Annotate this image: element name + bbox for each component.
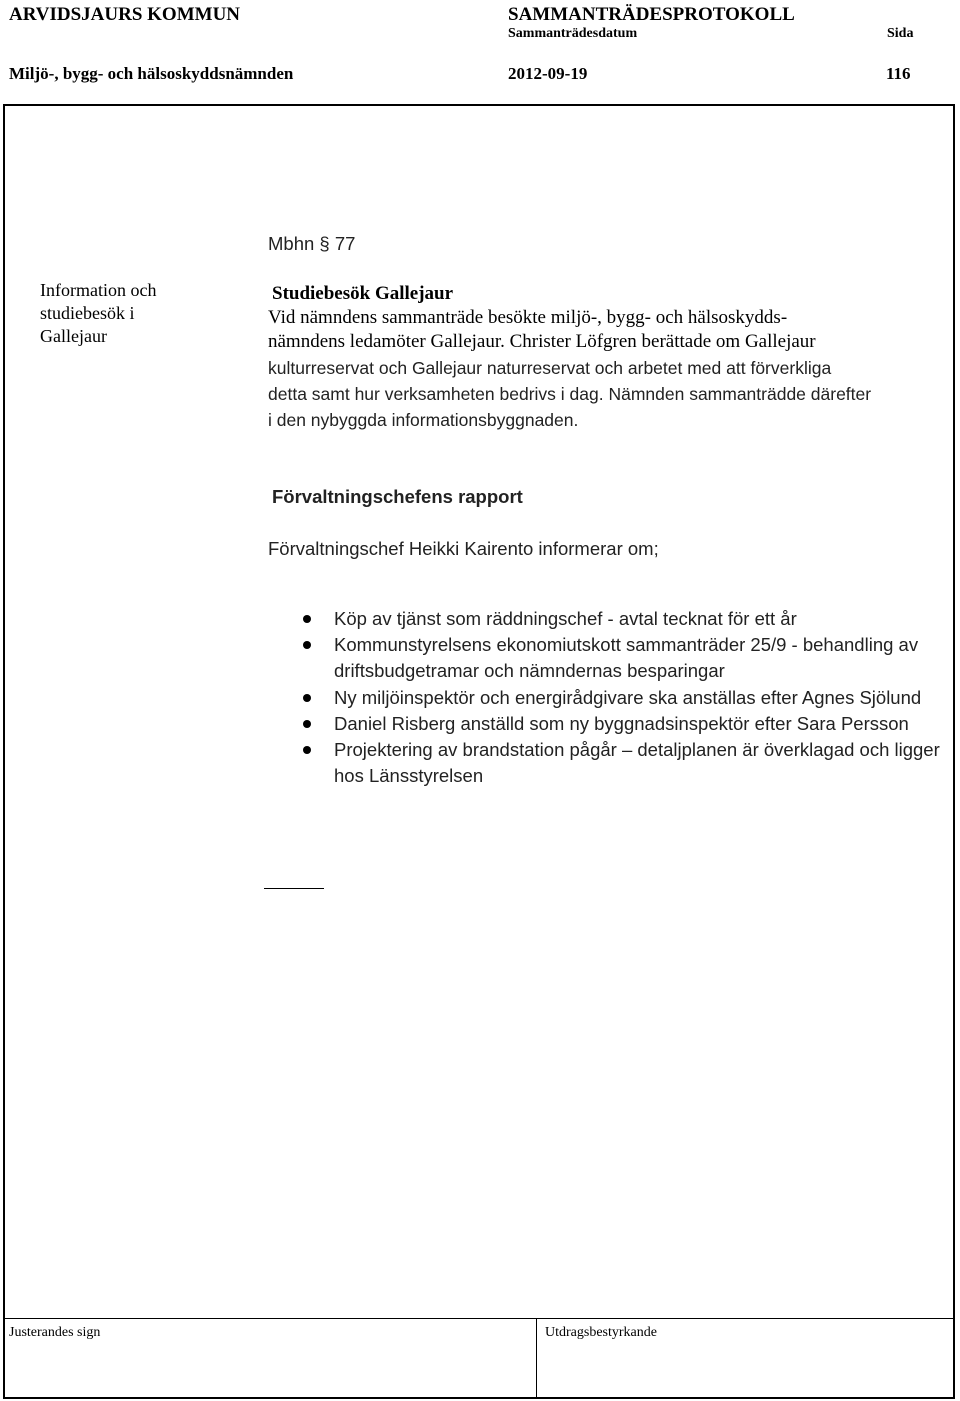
list-item [300, 711, 950, 737]
report-title: Förvaltningschefens rapport [272, 486, 523, 507]
report-intro: Förvaltningschef Heikki Kairento informerar om; [268, 538, 659, 559]
municipality-name: ARVIDSJAURS KOMMUN [9, 4, 241, 25]
visit-line: nämndens ledamöter Gallejaur. Christer Löfgren berättade om Gallejaur [268, 331, 816, 352]
list-item-text: Köp av tjänst som räddningschef - avtal tecknat för ett år [334, 608, 797, 629]
committee-name: Miljö-, bygg- och hälsoskyddsnämnden [9, 64, 294, 83]
page-label: Sida [887, 26, 914, 41]
paragraph-reference: Mbhn § 77 [268, 233, 356, 254]
side-note-line: Gallejaur [40, 326, 107, 346]
list-item [300, 737, 950, 789]
visit-line: i den nybyggda informationsbyggnaden. [268, 410, 579, 430]
list-item-text: Ny miljöinspektör och energirådgivare ska anställas efter Agnes Sjölund [334, 686, 922, 708]
side-note-line: studiebesök i [40, 303, 135, 323]
list-item-text: Kommunstyrelsens ekonomiutskott sammanträder 25/9 - behandling av driftsbudgetramar och nämndernas besparingar [334, 634, 919, 682]
visit-line: Vid nämndens sammanträde besökte miljö-, bygg- och hälsoskydds- [268, 307, 788, 328]
list-item [300, 685, 950, 711]
visit-title: Studiebesök Gallejaur [272, 283, 454, 304]
adjuster-signature-label: Justerandes sign [9, 1325, 101, 1340]
bullet-icon [303, 694, 311, 702]
date-label: Sammanträdesdatum [508, 26, 638, 41]
report-bullet-list [300, 606, 950, 789]
list-item [300, 632, 950, 684]
end-rule [264, 888, 324, 889]
bullet-icon [303, 615, 311, 623]
visit-line: detta samt hur verksamheten bedrivs i dag. Nämnden sammanträdde därefter [268, 384, 872, 404]
bullet-icon [303, 746, 311, 754]
footer-divider [3, 1318, 955, 1319]
bullet-icon [303, 641, 311, 649]
footer-column-divider [536, 1318, 537, 1399]
side-note-line: Information och [40, 280, 157, 300]
list-item [300, 606, 950, 632]
document-type: SAMMANTRÄDESPROTOKOLL [508, 4, 795, 25]
meeting-date: 2012-09-19 [508, 64, 588, 83]
visit-line: kulturreservat och Gallejaur naturreservat och arbetet med att förverkliga [268, 358, 832, 378]
list-item-text: Daniel Risberg anställd som ny byggnadsinspektör efter Sara Persson [334, 712, 909, 734]
bullet-icon [303, 720, 311, 728]
side-note [40, 279, 190, 348]
extract-certification-label: Utdragsbestyrkande [545, 1325, 657, 1340]
list-item-text: Projektering av brandstation pågår – detaljplanen är överklagad och ligger hos Länsstyrelsen [334, 739, 940, 787]
page-number: 116 [886, 64, 911, 83]
